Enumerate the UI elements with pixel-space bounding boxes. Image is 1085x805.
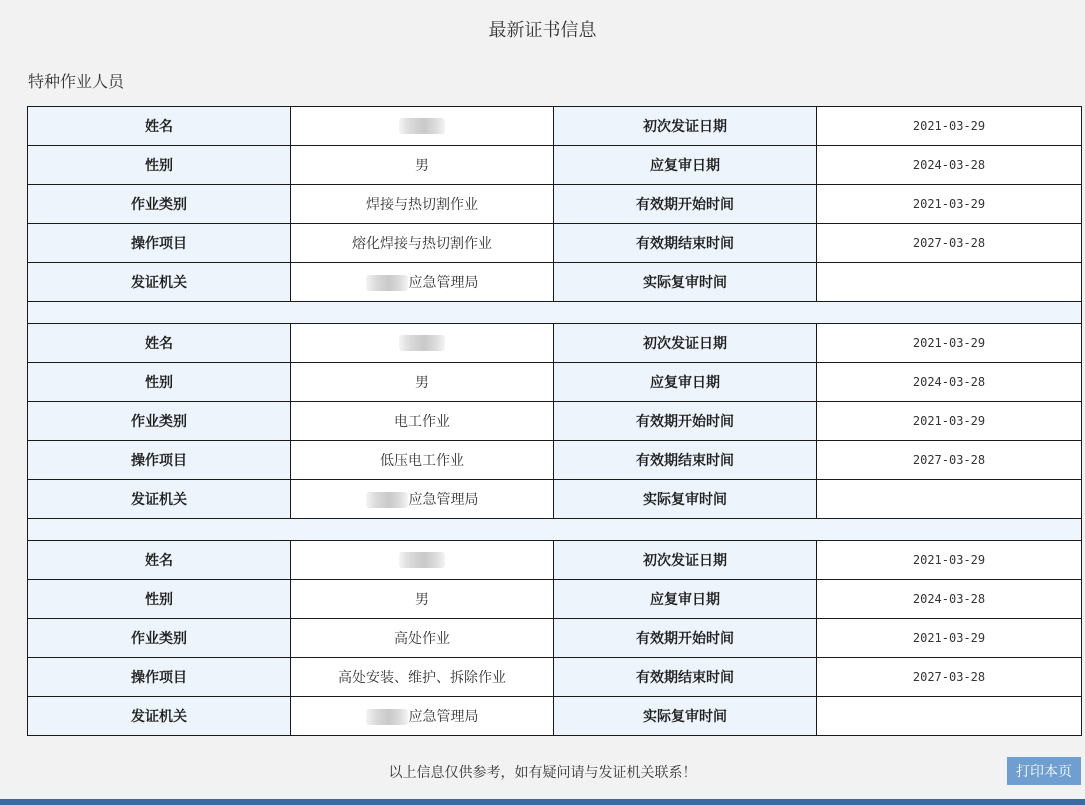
table-row — [28, 363, 1082, 402]
name-label: 姓名 — [28, 541, 291, 580]
valid-end-label: 有效期结束时间 — [554, 441, 817, 480]
name-label: 姓名 — [28, 107, 291, 146]
gender-label: 性别 — [28, 363, 291, 402]
valid-start-label: 有效期开始时间 — [554, 402, 817, 441]
authority-value — [291, 263, 554, 302]
bottom-bar — [0, 799, 1085, 805]
redacted-name — [399, 552, 445, 568]
actual-review-value — [817, 263, 1082, 302]
table-row — [28, 580, 1082, 619]
authority-value — [291, 697, 554, 736]
job-type-value: 高处作业 — [291, 619, 554, 658]
first-issue-value: 2021-03-29 — [817, 541, 1082, 580]
actual-review-value — [817, 480, 1082, 519]
table-row — [28, 541, 1082, 580]
operation-value: 熔化焊接与热切割作业 — [291, 224, 554, 263]
first-issue-label: 初次发证日期 — [554, 541, 817, 580]
name-value — [291, 107, 554, 146]
name-label: 姓名 — [28, 324, 291, 363]
first-issue-value: 2021-03-29 — [817, 324, 1082, 363]
operation-label: 操作项目 — [28, 224, 291, 263]
footer-note: 以上信息仅供参考，如有疑问请与发证机关联系！ — [388, 765, 697, 781]
gender-value: 男 — [291, 580, 554, 619]
table-row — [28, 697, 1082, 736]
certificate-separator — [28, 519, 1082, 541]
review-due-label: 应复审日期 — [554, 363, 817, 402]
print-button[interactable]: 打印本页 — [1007, 757, 1081, 785]
valid-end-value: 2027-03-28 — [817, 658, 1082, 697]
name-value — [291, 324, 554, 363]
valid-end-value: 2027-03-28 — [817, 441, 1082, 480]
first-issue-value: 2021-03-29 — [817, 107, 1082, 146]
job-type-value: 电工作业 — [291, 402, 554, 441]
name-value — [291, 541, 554, 580]
redacted-name — [399, 335, 445, 351]
table-row — [28, 324, 1082, 363]
authority-suffix: 应急管理局 — [408, 492, 479, 508]
redacted-name — [399, 118, 445, 134]
authority-label: 发证机关 — [28, 697, 291, 736]
review-due-value: 2024-03-28 — [817, 580, 1082, 619]
table-row — [28, 224, 1082, 263]
valid-start-value: 2021-03-29 — [817, 185, 1082, 224]
authority-suffix: 应急管理局 — [408, 275, 479, 291]
authority-label: 发证机关 — [28, 263, 291, 302]
table-row — [28, 480, 1082, 519]
gender-label: 性别 — [28, 146, 291, 185]
redacted-region — [366, 709, 408, 725]
review-due-label: 应复审日期 — [554, 146, 817, 185]
table-row — [28, 619, 1082, 658]
certificate-separator — [28, 302, 1082, 324]
gender-label: 性别 — [28, 580, 291, 619]
table-row — [28, 658, 1082, 697]
valid-start-value: 2021-03-29 — [817, 619, 1082, 658]
operation-label: 操作项目 — [28, 658, 291, 697]
operation-label: 操作项目 — [28, 441, 291, 480]
job-type-label: 作业类别 — [28, 619, 291, 658]
valid-end-label: 有效期结束时间 — [554, 658, 817, 697]
table-row — [28, 146, 1082, 185]
redacted-region — [366, 492, 408, 508]
section-title: 特种作业人员 — [28, 72, 125, 91]
first-issue-label: 初次发证日期 — [554, 107, 817, 146]
table-row — [28, 263, 1082, 302]
valid-start-label: 有效期开始时间 — [554, 185, 817, 224]
authority-suffix: 应急管理局 — [408, 709, 479, 725]
operation-value: 高处安装、维护、拆除作业 — [291, 658, 554, 697]
actual-review-value — [817, 697, 1082, 736]
table-row — [28, 441, 1082, 480]
authority-value — [291, 480, 554, 519]
valid-end-label: 有效期结束时间 — [554, 224, 817, 263]
table-row — [28, 107, 1082, 146]
valid-end-value: 2027-03-28 — [817, 224, 1082, 263]
gender-value: 男 — [291, 363, 554, 402]
page-title: 最新证书信息 — [488, 20, 597, 41]
job-type-label: 作业类别 — [28, 402, 291, 441]
actual-review-label: 实际复审时间 — [554, 263, 817, 302]
actual-review-label: 实际复审时间 — [554, 697, 817, 736]
valid-start-value: 2021-03-29 — [817, 402, 1082, 441]
review-due-label: 应复审日期 — [554, 580, 817, 619]
table-row — [28, 185, 1082, 224]
first-issue-label: 初次发证日期 — [554, 324, 817, 363]
authority-label: 发证机关 — [28, 480, 291, 519]
job-type-label: 作业类别 — [28, 185, 291, 224]
review-due-value: 2024-03-28 — [817, 146, 1082, 185]
valid-start-label: 有效期开始时间 — [554, 619, 817, 658]
certificate-table — [27, 106, 1082, 736]
actual-review-label: 实际复审时间 — [554, 480, 817, 519]
redacted-region — [366, 275, 408, 291]
operation-value: 低压电工作业 — [291, 441, 554, 480]
job-type-value: 焊接与热切割作业 — [291, 185, 554, 224]
review-due-value: 2024-03-28 — [817, 363, 1082, 402]
gender-value: 男 — [291, 146, 554, 185]
table-row — [28, 402, 1082, 441]
